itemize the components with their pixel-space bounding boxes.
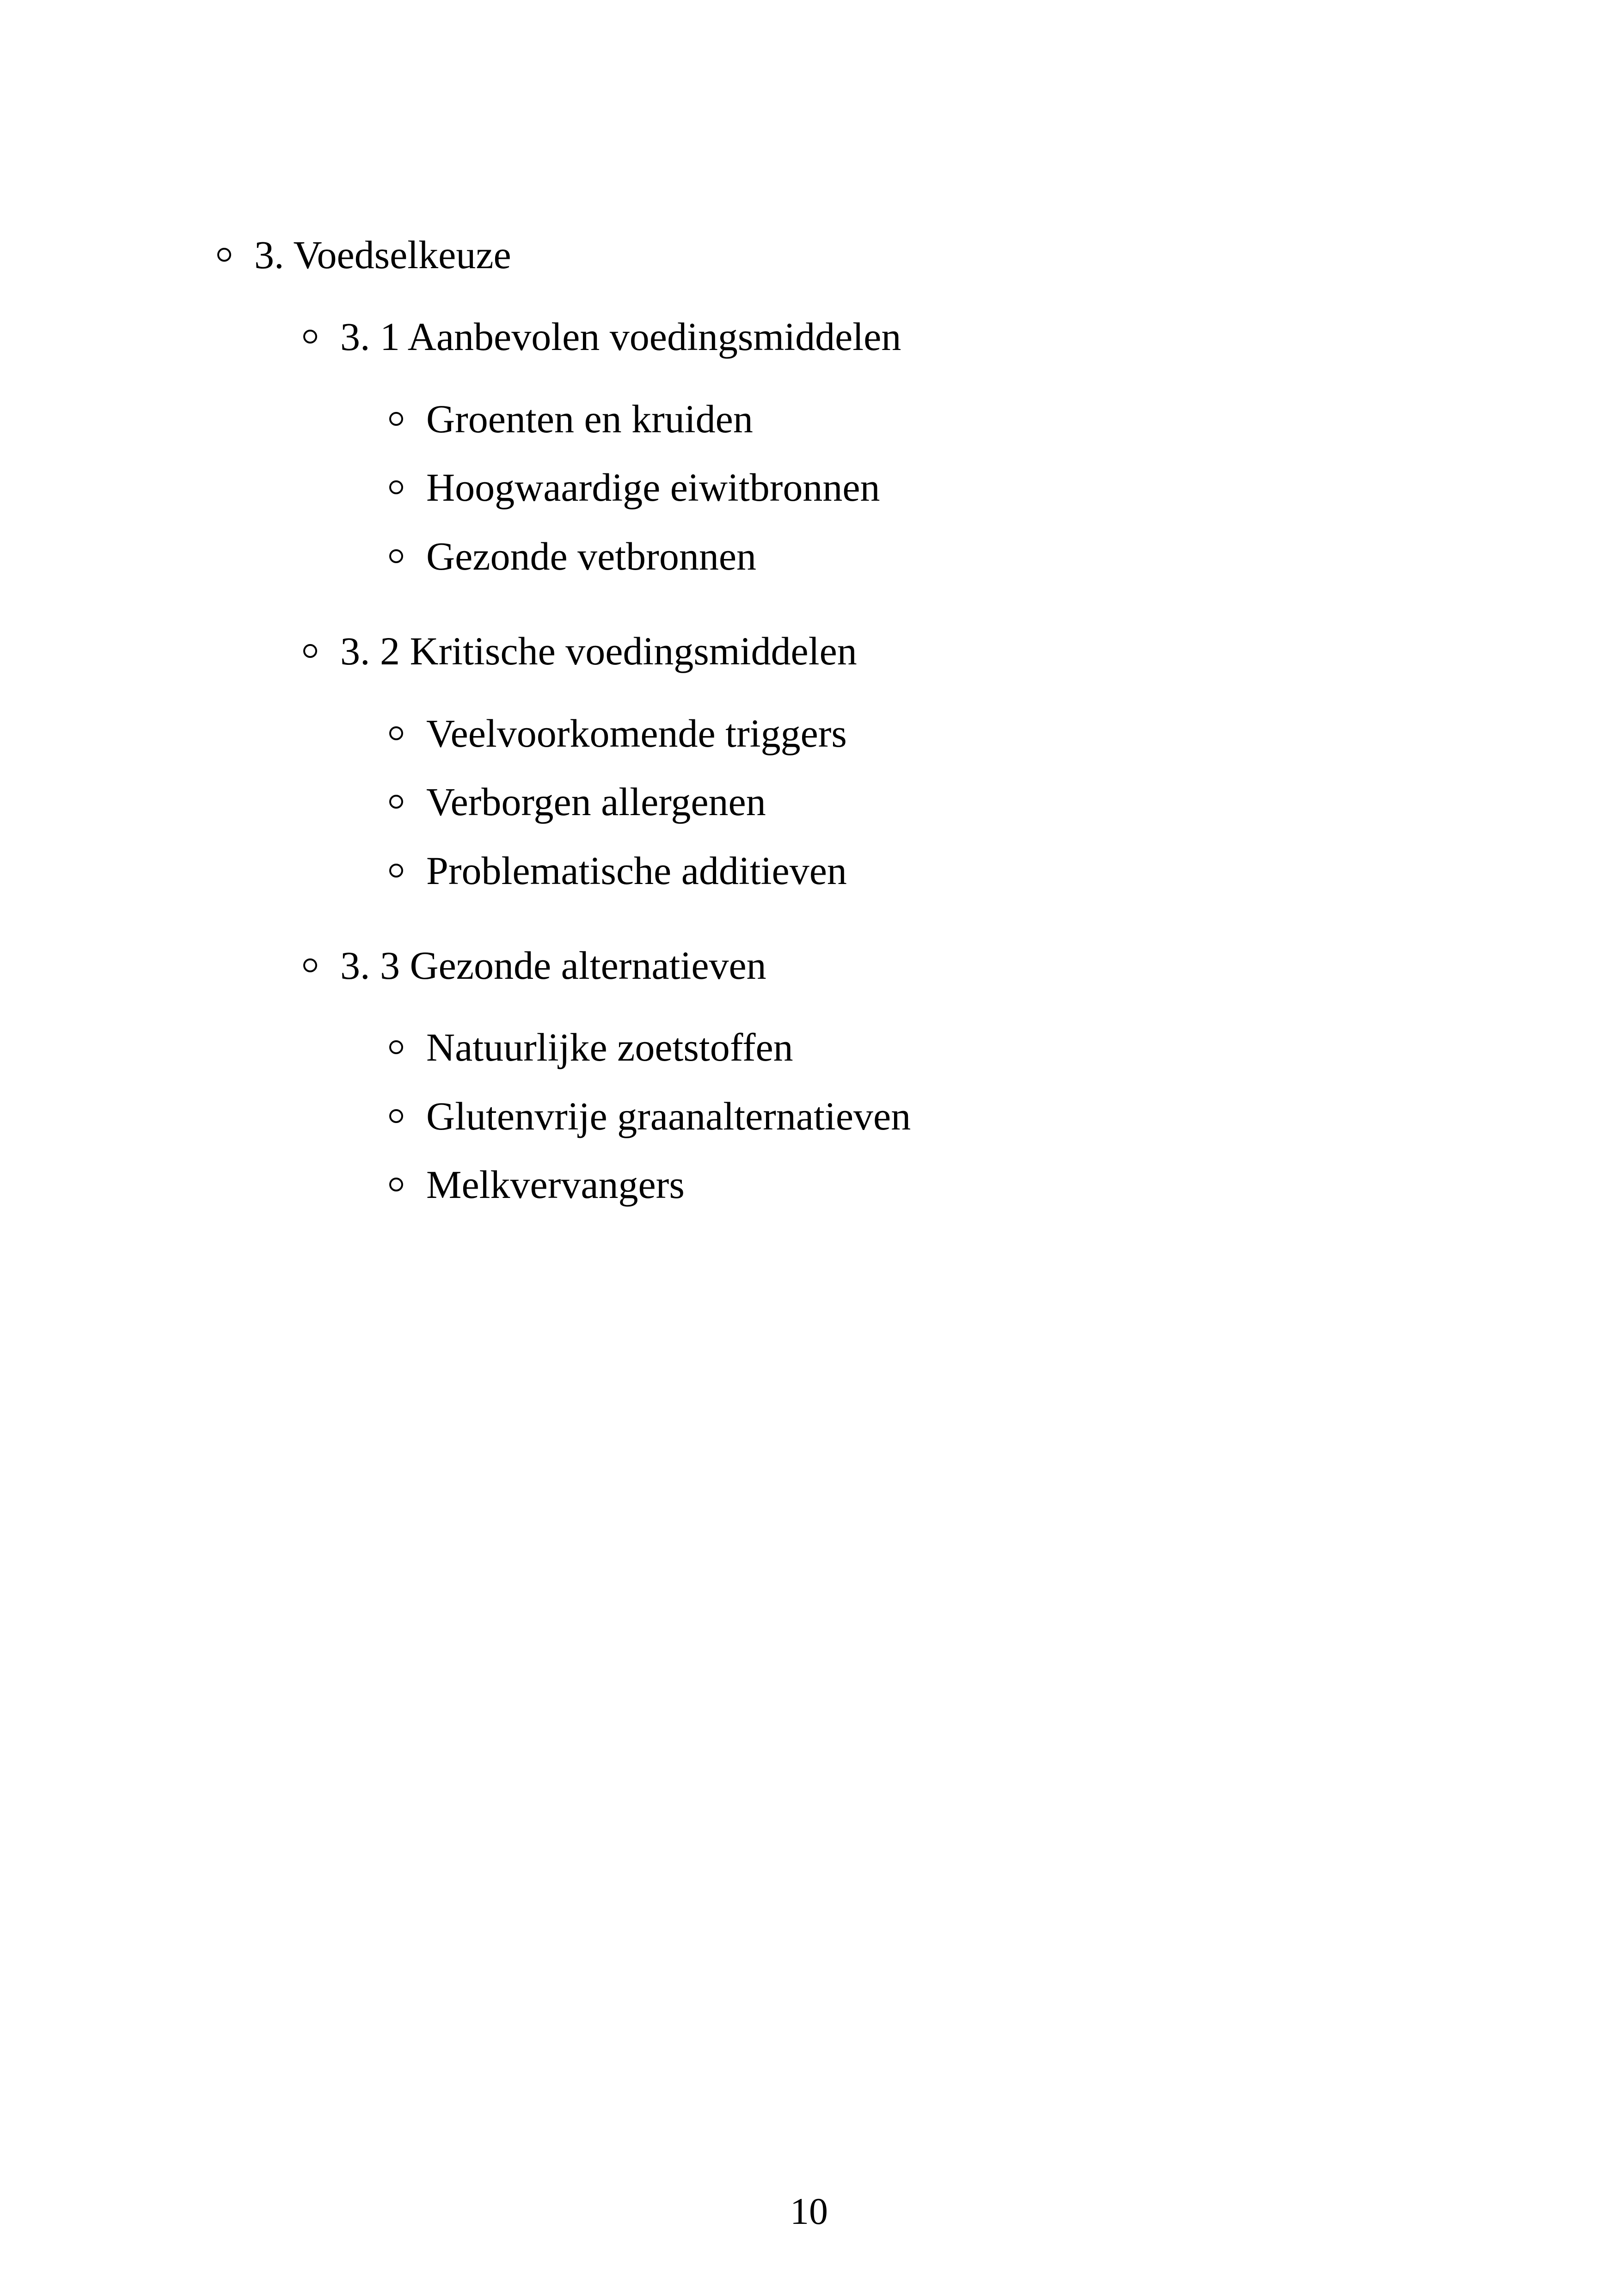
circle-bullet-icon [389, 1040, 403, 1054]
item-label: Natuurlijke zoetstoffen [426, 1025, 793, 1069]
outline-subsection [303, 314, 901, 359]
subsection-title: 3. 2 Kritische voedingsmiddelen [340, 629, 857, 673]
subsection-title: 3. 3 Gezonde alternatieven [340, 943, 766, 988]
item-label: Gezonde vetbronnen [426, 534, 756, 578]
section-title: 3. Voedselkeuze [254, 233, 511, 277]
outline-subsection [303, 631, 857, 671]
circle-bullet-icon [389, 480, 403, 494]
outline-item [389, 465, 880, 510]
item-label: Problematische additieven [426, 848, 847, 893]
circle-bullet-icon [389, 549, 403, 563]
outline-item [389, 782, 766, 822]
outline-item [389, 713, 847, 753]
circle-bullet-icon [303, 330, 317, 344]
outline-section [217, 235, 511, 275]
subsection-title: 3. 1 Aanbevolen voedingsmiddelen [340, 314, 901, 359]
outline-subsection [303, 943, 766, 988]
outline-item [389, 1027, 793, 1067]
outline-item [389, 1096, 911, 1136]
item-label: Hoogwaardige eiwitbronnen [426, 465, 880, 510]
circle-bullet-icon [389, 1178, 403, 1191]
circle-bullet-icon [389, 864, 403, 878]
circle-bullet-icon [389, 726, 403, 740]
page-number: 10 [790, 2190, 828, 2232]
item-label: Glutenvrije graanalternatieven [426, 1094, 911, 1138]
item-label: Melkvervangers [426, 1162, 685, 1207]
circle-bullet-icon [389, 1109, 403, 1123]
outline-item [389, 848, 847, 893]
outline-item [389, 399, 753, 439]
item-label: Veelvoorkomende triggers [426, 711, 847, 755]
circle-bullet-icon [389, 412, 403, 426]
outline-item [389, 536, 756, 576]
circle-bullet-icon [217, 248, 231, 262]
item-label: Verborgen allergenen [426, 780, 766, 824]
item-label: Groenten en kruiden [426, 397, 753, 441]
outline-item [389, 1162, 685, 1207]
circle-bullet-icon [303, 644, 317, 658]
circle-bullet-icon [389, 795, 403, 809]
circle-bullet-icon [303, 958, 317, 972]
